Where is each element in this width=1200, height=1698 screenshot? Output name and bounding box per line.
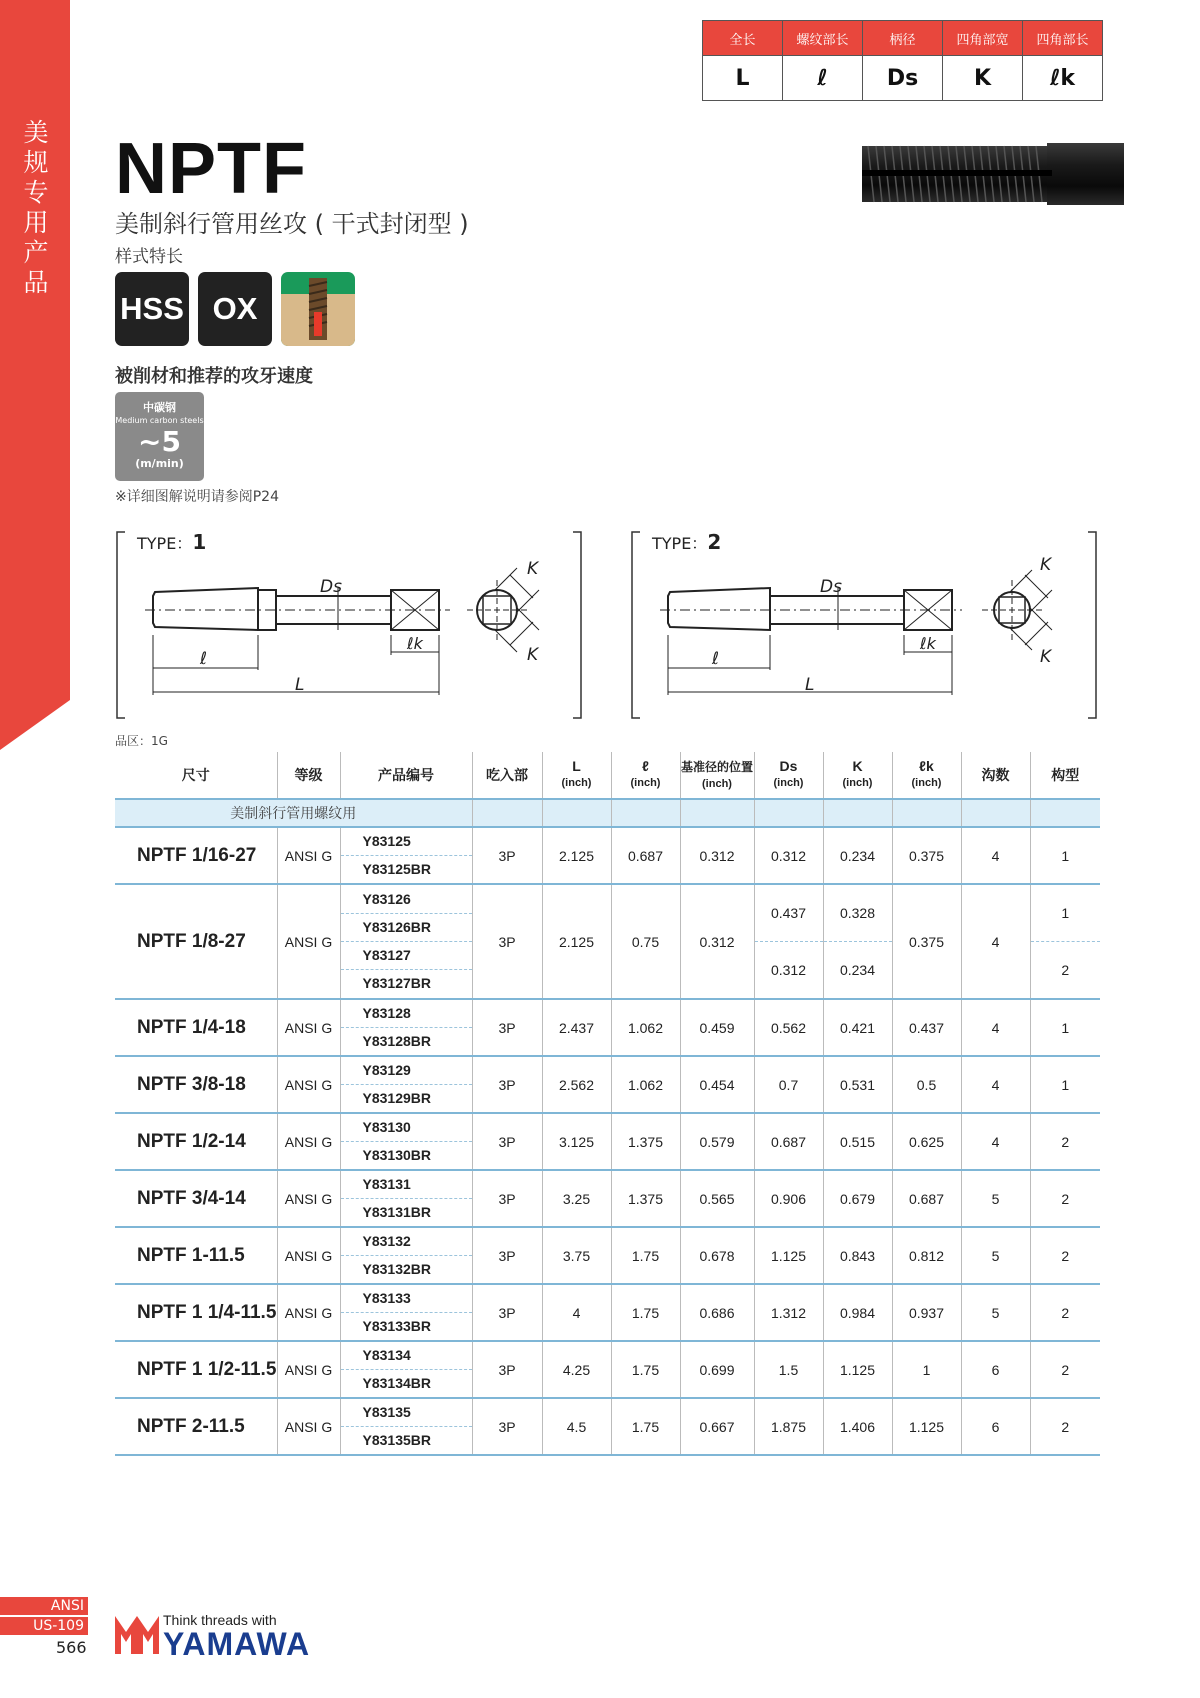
grade-cell: ANSI G [277,999,340,1056]
size-cell: NPTF 1-11.5 [137,1244,245,1266]
type-1-label [137,530,206,554]
legend-label: 全长 [703,21,783,56]
table-row [115,1170,1100,1227]
chamfer-cell: 3P [472,999,542,1056]
legend-label: 螺纹部长 [783,21,863,56]
flutes-cell: 4 [961,999,1030,1056]
l-cell: 1.062 [611,999,680,1056]
Ds-cell: 0.906 [754,1170,823,1227]
L-cell: 2.125 [542,827,611,884]
type-cell: 2 [1030,1170,1100,1227]
material-speed-heading: 被削材和推荐的攻牙速度 [115,366,313,387]
lk-cell: 0.375 [892,827,961,884]
product-code: Y83133 [362,1290,411,1306]
style-label: 样式特长 [115,247,183,267]
col-flutes: 沟数 [961,752,1030,799]
flutes-cell: 4 [961,1056,1030,1113]
L-cell: 3.25 [542,1170,611,1227]
ox-coating-badge: OX [198,272,272,346]
size-cell: NPTF 2-11.5 [115,1398,277,1455]
L-cell: 3.75 [542,1227,611,1284]
code-cell [340,1284,472,1341]
product-code: Y83131 [362,1176,411,1192]
size-cell: NPTF 3/8-18 [137,1073,246,1095]
ds-label: Ds [820,577,842,597]
gauge-cell: 0.312 [680,827,754,884]
col-l [611,752,680,799]
type-prefix: TYPE： [652,534,708,553]
gauge-cell: 0.678 [680,1227,754,1284]
chamfer-cell: 3P [472,1056,542,1113]
K-cell: 0.421 [823,999,892,1056]
type-cell: 1 [1030,999,1100,1056]
size-cell: NPTF 1 1/4-11.5 [137,1301,277,1323]
table-row [115,1398,1100,1455]
unit-label: (inch) [630,777,661,789]
l-cell: 0.75 [611,884,680,999]
thread-length-label: ℓ [200,649,208,669]
L-cell: 2.437 [542,999,611,1056]
product-code: Y83135BR [341,1426,472,1454]
unit-label: (inch) [773,777,804,789]
K-cell-value: 0.328 [839,905,876,921]
col-gauge [680,752,754,799]
l-cell: 1.062 [611,1056,680,1113]
size-cell: NPTF 1/8-27 [137,930,246,952]
speed-box [115,392,204,481]
zone-label: 品区：1G [115,734,168,748]
type-2-label [652,530,721,554]
lk-cell: 0.437 [892,999,961,1056]
product-subtitle: 美制斜行管用丝攻 ( 干式封闭型 ) [115,210,469,238]
grade-cell: ANSI G [277,1284,340,1341]
L-cell: 3.125 [542,1113,611,1170]
product-photo [862,138,1124,210]
speed-unit: (m/min) [135,457,184,470]
hss-badge: HSS [115,272,189,346]
k-label: K [527,559,539,579]
k-label: K [1040,647,1052,667]
code-cell [340,884,472,999]
K-cell: 1.406 [823,1398,892,1455]
l-cell: 1.75 [611,1284,680,1341]
table-row [115,1341,1100,1398]
product-code: Y83129 [362,1062,411,1078]
l-cell: 1.375 [611,1113,680,1170]
Ds-cell: 0.7 [754,1056,823,1113]
code-cell [340,1398,472,1455]
type-2-diagram [630,530,1100,724]
table-row [115,1056,1100,1113]
l-cell: 1.75 [611,1227,680,1284]
type-number: 2 [707,530,722,554]
K-cell [823,884,892,999]
Ds-cell: 0.312 [754,827,823,884]
size-cell: NPTF 1/16-27 [137,844,257,866]
grade-cell: ANSI G [277,1170,340,1227]
unit-label: (inch) [842,777,873,789]
gauge-cell: 0.565 [680,1170,754,1227]
col-Ds-label: Ds [779,758,798,774]
flutes-cell: 6 [961,1398,1030,1455]
grade-cell: ANSI G [277,1341,340,1398]
L-cell: 2.562 [542,1056,611,1113]
l-cell: 1.75 [611,1341,680,1398]
L-cell: 4 [542,1284,611,1341]
table-row [115,1113,1100,1170]
K-cell: 0.234 [823,827,892,884]
gauge-cell: 0.459 [680,999,754,1056]
chamfer-cell: 3P [472,884,542,999]
legend-symbol: Ds [863,56,943,101]
grade-cell: ANSI G [277,1398,340,1455]
gauge-cell: 0.579 [680,1113,754,1170]
lk-cell: 0.625 [892,1113,961,1170]
Ds-cell: 1.875 [754,1398,823,1455]
logo-tagline: Think threads with [163,1612,277,1628]
k-label: K [1040,555,1052,575]
product-code: Y83134BR [341,1369,472,1397]
product-code: Y83126 [362,891,411,907]
blind-hole-icon [281,272,355,346]
legend-label: 四角部宽 [943,21,1023,56]
col-lk-label: ℓk [919,758,934,774]
col-l-label: ℓ [642,758,649,774]
l-cell: 1.375 [611,1170,680,1227]
type-prefix: TYPE： [137,534,193,553]
type-cell [1030,884,1100,999]
yamawa-logo [115,1612,311,1662]
product-code: Y83128 [362,1005,411,1021]
gauge-cell: 0.699 [680,1341,754,1398]
type-1-diagram [115,530,585,724]
chamfer-cell: 3P [472,827,542,884]
table-row [115,999,1100,1056]
page-title: NPTF [115,129,307,209]
chamfer-cell: 3P [472,1170,542,1227]
col-size: 尺寸 [115,752,277,799]
K-cell: 0.531 [823,1056,892,1113]
legend-label: 柄径 [863,21,943,56]
code-cell [340,999,472,1056]
ds-label: Ds [320,577,342,597]
side-category-tab [0,0,70,750]
type-cell: 2 [1030,1113,1100,1170]
K-cell-value: 0.234 [824,941,892,998]
dimension-legend-table [702,20,1103,101]
grade-cell: ANSI G [277,827,340,884]
flutes-cell: 4 [961,827,1030,884]
reference-note: ※详细图解说明请参阅P24 [115,489,279,505]
chamfer-cell: 3P [472,1341,542,1398]
chamfer-cell: 3P [472,1284,542,1341]
overall-length-label: L [805,675,815,695]
col-chamfer: 吃入部 [472,752,542,799]
size-cell: NPTF 1/2-14 [137,1130,246,1152]
product-code: Y83126BR [341,913,472,941]
L-cell: 4.5 [542,1398,611,1455]
type-cell: 2 [1030,1341,1100,1398]
type-cell-value: 1 [1061,905,1070,921]
K-cell: 0.984 [823,1284,892,1341]
product-code: Y83133BR [341,1312,472,1340]
col-L [542,752,611,799]
code-cell [340,1170,472,1227]
product-code: Y83129BR [341,1084,472,1112]
grade-cell: ANSI G [277,1227,340,1284]
square-length-label: ℓk [920,634,936,653]
col-code: 产品编号 [340,752,472,799]
L-cell: 4.25 [542,1341,611,1398]
col-lk [892,752,961,799]
col-K [823,752,892,799]
square-length-label: ℓk [407,634,423,653]
lk-cell: 1.125 [892,1398,961,1455]
type-number: 1 [192,530,207,554]
legend-symbol: L [703,56,783,101]
grade-cell: ANSI G [277,1056,340,1113]
legend-label: 四角部长 [1023,21,1103,56]
col-K-label: K [852,758,863,774]
col-Ds [754,752,823,799]
footer-section-code: US-109 [0,1617,88,1635]
l-cell: 0.687 [611,827,680,884]
gauge-cell: 0.454 [680,1056,754,1113]
lk-cell: 1 [892,1341,961,1398]
speed-value: ~5 [138,425,181,458]
product-code: Y83132 [362,1233,411,1249]
footer-category-tag [0,1597,88,1635]
Ds-cell [754,884,823,999]
lk-cell: 0.687 [892,1170,961,1227]
legend-symbol: ℓk [1023,56,1103,101]
code-cell [340,1056,472,1113]
gauge-cell: 0.686 [680,1284,754,1341]
code-cell [340,1341,472,1398]
side-category-label: 美规专用产品 [23,118,49,297]
material-name-en: Medium carbon steels [115,416,204,425]
product-code: Y83130BR [341,1141,472,1169]
Ds-cell-value: 0.312 [755,941,823,998]
logo-brand: YAMAWA [163,1626,311,1662]
type-cell: 2 [1030,1398,1100,1455]
K-cell: 0.843 [823,1227,892,1284]
Ds-cell: 0.562 [754,999,823,1056]
table-row [115,884,1100,999]
Ds-cell: 0.687 [754,1113,823,1170]
code-cell [340,827,472,884]
lk-cell: 0.375 [892,884,961,999]
type-cell-value: 2 [1031,941,1101,998]
k-label: K [527,645,539,665]
grade-cell: ANSI G [277,884,340,999]
flutes-cell: 5 [961,1284,1030,1341]
code-cell [340,1113,472,1170]
unit-label: (inch) [911,777,942,789]
unit-label: (inch) [561,777,592,789]
product-code: Y83125BR [341,855,472,883]
K-cell: 1.125 [823,1341,892,1398]
size-cell: NPTF 3/4-14 [137,1187,246,1209]
product-code: Y83131BR [341,1198,472,1226]
lk-cell: 0.937 [892,1284,961,1341]
flutes-cell: 4 [961,884,1030,999]
product-table [115,752,1100,1456]
section-label: 美制斜行管用螺纹用 [115,799,472,827]
flutes-cell: 4 [961,1113,1030,1170]
grade-cell: ANSI G [277,1113,340,1170]
K-cell: 0.515 [823,1113,892,1170]
chamfer-cell: 3P [472,1113,542,1170]
gauge-cell: 0.667 [680,1398,754,1455]
unit-label: (inch) [702,777,732,790]
product-code: Y83127 [341,941,472,969]
Ds-cell-value: 0.437 [770,905,807,921]
type-cell: 1 [1030,827,1100,884]
Ds-cell: 1.5 [754,1341,823,1398]
col-type: 构型 [1030,752,1100,799]
K-cell: 0.679 [823,1170,892,1227]
footer-ansi-label: ANSI [0,1597,88,1615]
product-code: Y83135 [362,1404,411,1420]
code-cell [340,1227,472,1284]
lk-cell: 0.812 [892,1227,961,1284]
gauge-cell: 0.312 [680,884,754,999]
table-row [115,1284,1100,1341]
product-code: Y83127BR [341,969,472,997]
overall-length-label: L [295,675,305,695]
table-row [115,827,1100,884]
chamfer-cell: 3P [472,1227,542,1284]
legend-symbol: K [943,56,1023,101]
flutes-cell: 5 [961,1227,1030,1284]
lk-cell: 0.5 [892,1056,961,1113]
thread-length-label: ℓ [712,649,720,669]
product-code: Y83125 [362,833,411,849]
L-cell: 2.125 [542,884,611,999]
size-cell: NPTF 1/4-18 [137,1016,246,1038]
size-cell: NPTF 1 1/2-11.5 [137,1358,277,1380]
product-code: Y83132BR [341,1255,472,1283]
type-cell: 1 [1030,1056,1100,1113]
table-row [115,1227,1100,1284]
product-code: Y83128BR [341,1027,472,1055]
col-grade: 等级 [277,752,340,799]
l-cell: 1.75 [611,1398,680,1455]
Ds-cell: 1.125 [754,1227,823,1284]
legend-symbol: ℓ [783,56,863,101]
chamfer-cell: 3P [472,1398,542,1455]
flutes-cell: 5 [961,1170,1030,1227]
page-number: 566 [56,1638,87,1657]
material-name: 中碳钢 [143,401,176,414]
product-code: Y83130 [362,1119,411,1135]
flutes-cell: 6 [961,1341,1030,1398]
col-gauge-label: 基准径的位置 [680,759,753,774]
type-cell: 2 [1030,1284,1100,1341]
type-cell: 2 [1030,1227,1100,1284]
col-L-label: L [572,758,581,774]
Ds-cell: 1.312 [754,1284,823,1341]
product-code: Y83134 [362,1347,411,1363]
